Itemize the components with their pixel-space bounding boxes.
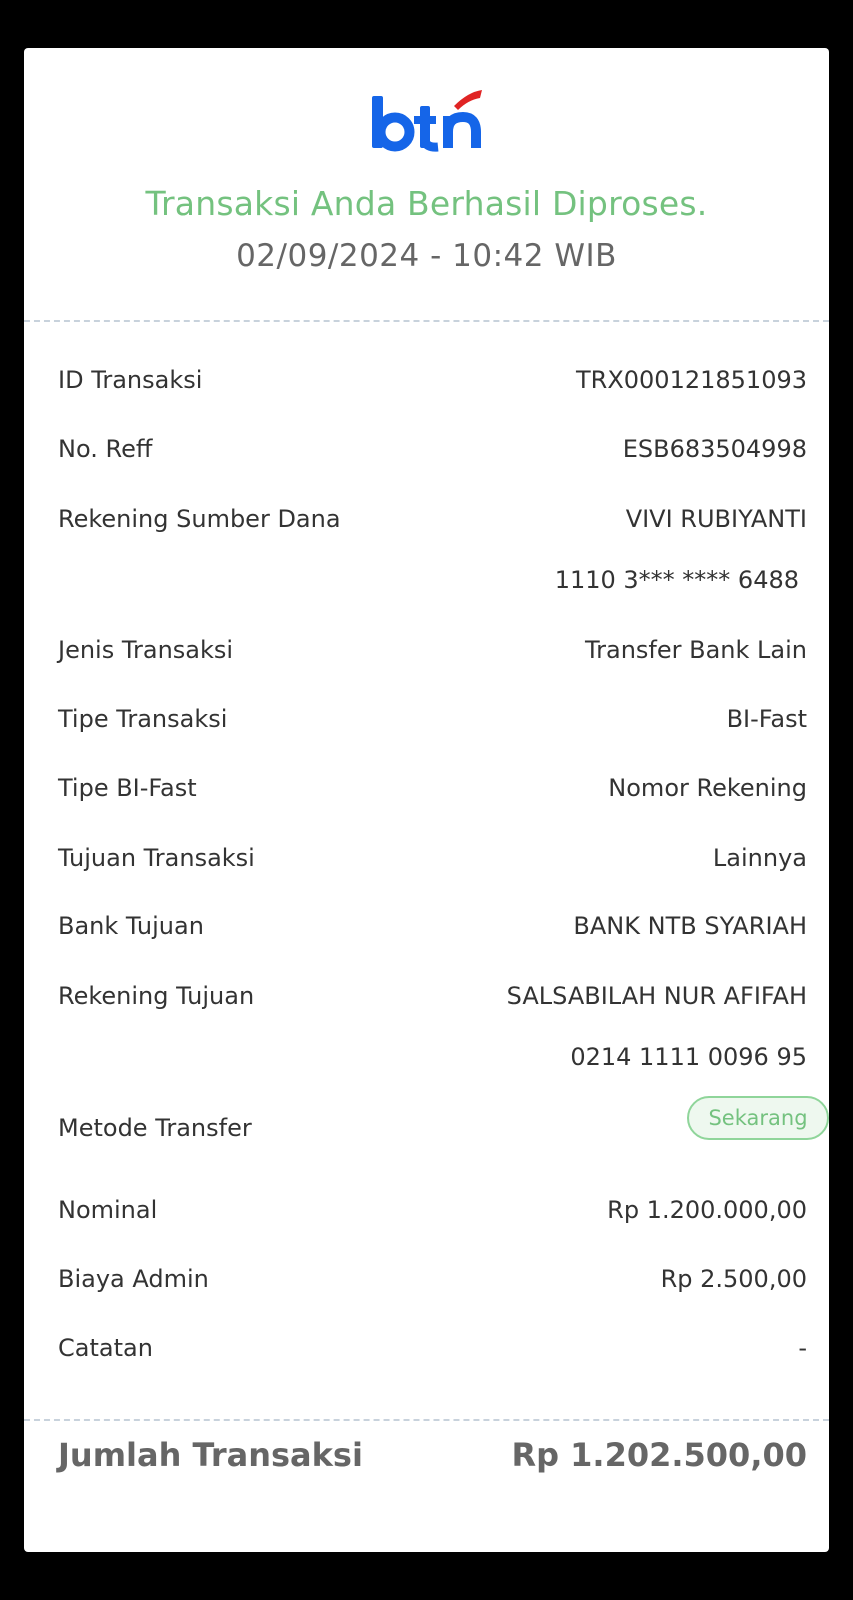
detail-row-transaction-id xyxy=(58,366,807,406)
detail-row-transaction-type xyxy=(58,705,807,745)
detail-label: Tipe BI-Fast xyxy=(58,774,197,802)
divider-top xyxy=(24,320,829,322)
detail-value: TRX000121851093 xyxy=(575,366,807,394)
total-value: Rp 1.202.500,00 xyxy=(511,1436,807,1474)
detail-row-nominal xyxy=(58,1196,807,1236)
detail-value: VIVI RUBIYANTI xyxy=(625,505,807,533)
detail-value: Transfer Bank Lain xyxy=(585,636,807,664)
detail-label: Biaya Admin xyxy=(58,1265,209,1293)
detail-value: BI-Fast xyxy=(726,705,807,733)
detail-row-transfer-method xyxy=(58,1106,808,1154)
detail-row-admin-fee xyxy=(58,1265,807,1305)
detail-label: Bank Tujuan xyxy=(58,912,204,940)
detail-value: BANK NTB SYARIAH xyxy=(573,912,807,940)
detail-value: - xyxy=(798,1334,807,1362)
transfer-method-badge: Sekarang xyxy=(687,1096,829,1140)
btn-logo xyxy=(24,86,829,156)
detail-row-destination-account-number xyxy=(58,1043,807,1083)
detail-value: Lainnya xyxy=(712,844,807,872)
detail-row-note xyxy=(58,1334,807,1374)
detail-label: Tujuan Transaksi xyxy=(58,844,255,872)
btn-logo-icon xyxy=(368,86,486,156)
detail-value: 0214 1111 0096 95 xyxy=(570,1043,807,1071)
detail-row-bifast-type xyxy=(58,774,807,814)
detail-value: Nomor Rekening xyxy=(608,774,807,802)
detail-row-destination-bank xyxy=(58,912,807,952)
detail-value: 1110 3*** **** 6488 xyxy=(554,566,799,594)
detail-row-purpose xyxy=(58,844,807,884)
detail-value: Rp 2.500,00 xyxy=(660,1265,807,1293)
detail-label: Tipe Transaksi xyxy=(58,705,228,733)
transaction-receipt xyxy=(24,48,829,1552)
detail-label: Rekening Sumber Dana xyxy=(58,505,341,533)
detail-value: ESB683504998 xyxy=(622,435,807,463)
detail-row-source-account-number xyxy=(58,566,807,606)
total-label: Jumlah Transaksi xyxy=(58,1436,363,1474)
detail-value: SALSABILAH NUR AFIFAH xyxy=(506,982,807,1010)
success-message: Transaksi Anda Berhasil Diproses. xyxy=(145,184,708,223)
total-row xyxy=(58,1436,807,1492)
detail-label: No. Reff xyxy=(58,435,153,463)
transaction-datetime: 02/09/2024 - 10:42 WIB xyxy=(236,238,617,274)
detail-value: Rp 1.200.000,00 xyxy=(607,1196,807,1224)
detail-label: Metode Transfer xyxy=(58,1114,252,1142)
detail-row-source-account xyxy=(58,505,807,545)
detail-row-destination-account xyxy=(58,982,807,1022)
detail-label: Catatan xyxy=(58,1334,153,1362)
detail-label: Nominal xyxy=(58,1196,158,1224)
divider-bottom xyxy=(24,1419,829,1421)
detail-label: Rekening Tujuan xyxy=(58,982,255,1010)
detail-row-reference xyxy=(58,435,807,475)
detail-label: ID Transaksi xyxy=(58,366,203,394)
detail-label: Jenis Transaksi xyxy=(58,636,234,664)
detail-row-transaction-kind xyxy=(58,636,807,676)
